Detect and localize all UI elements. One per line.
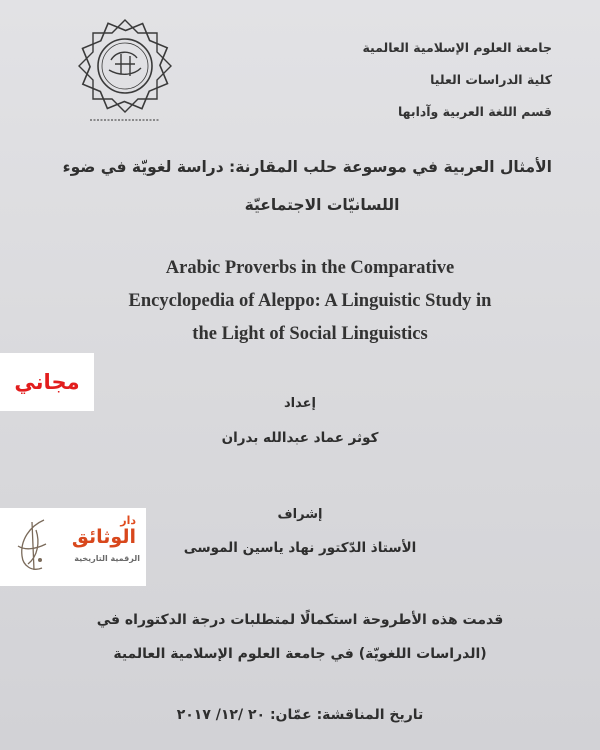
supervisor-name: الأستاذ الدّكتور نهاد ياسين الموسى <box>183 540 417 556</box>
arabic-title-line-2: اللسانيّات الاجتماعيّة <box>244 196 400 214</box>
submission-statement-line-2: (الدراسات اللغويّة) في جامعة العلوم الإسلامية العالمية <box>113 646 487 662</box>
submission-statement-line-1: قدمت هذه الأطروحة استكمالًا لمتطلبات درجة الدكتوراه في <box>96 612 504 628</box>
faculty-name: كلية الدراسات العليا <box>430 72 552 87</box>
watermark-main-word: الوثائق <box>71 526 136 548</box>
university-seal-icon <box>72 14 178 126</box>
prepared-by-label: إعداد <box>284 396 316 411</box>
watermark-top-word: دار <box>120 514 136 527</box>
english-title-line-2: Encyclopedia of Aleppo: A Linguistic Study in <box>128 291 492 311</box>
university-name: جامعة العلوم الإسلامية العالمية <box>362 40 552 55</box>
calligraphy-icon <box>10 516 54 576</box>
arabic-title-line-1: الأمثال العربية في موسوعة حلب المقارنة: دراسة لغويّة في ضوء <box>62 158 552 176</box>
free-badge-text: مجاني <box>14 370 80 394</box>
watermark-logo <box>0 508 146 586</box>
supervision-label: إشراف <box>277 507 323 522</box>
english-title-line-3: the Light of Social Linguistics <box>192 324 428 344</box>
watermark-subtitle: الرقمية التاريخية <box>74 554 140 563</box>
author-name: كوثر عماد عبدالله بدران <box>221 430 379 446</box>
free-badge <box>0 353 94 411</box>
defense-date: تاريخ المناقشة: عمّان: ٢٠ /١٢/ ٢٠١٧ <box>176 707 424 723</box>
english-title-line-1: Arabic Proverbs in the Comparative <box>165 258 455 278</box>
department-name: قسم اللغة العربية وآدابها <box>397 104 552 119</box>
